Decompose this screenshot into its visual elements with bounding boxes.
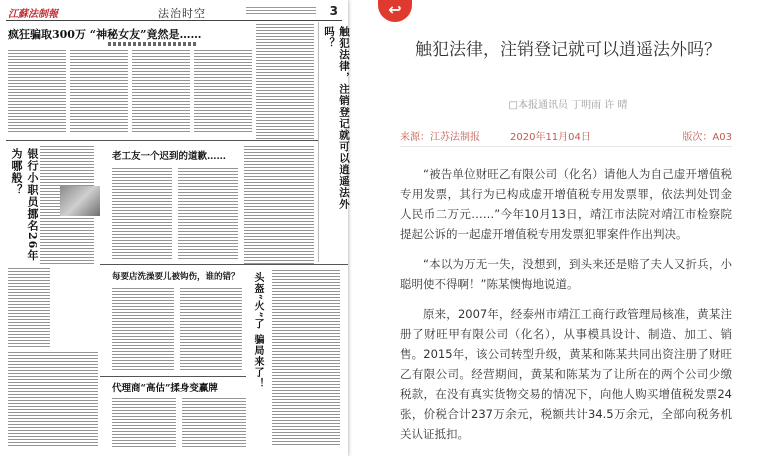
article-photo [60, 186, 100, 216]
text-column [132, 50, 190, 134]
back-arrow-icon: ↩ [388, 0, 402, 19]
page-number: 3 [329, 4, 338, 18]
text-column [8, 352, 98, 448]
text-column [244, 146, 314, 264]
headline-left-vertical[interactable]: 银行小职员挪名26年为哪般？ [10, 148, 39, 262]
text-column [182, 398, 246, 448]
article-byline: □本报通讯员 丁明雨 许 晴 [508, 100, 628, 111]
article-date: 2020年11月04日 [510, 132, 591, 143]
text-column [8, 268, 50, 348]
article-meta [400, 124, 732, 147]
text-column [178, 168, 238, 260]
article-source: 来源：江苏法制报 [400, 132, 480, 143]
section-name: 法治时空 [158, 7, 206, 20]
text-column [112, 398, 176, 448]
newspaper-logo: 江蘇法制報 [8, 9, 58, 20]
article-paragraph: “本以为万无一失，没想到，到头来还是赔了夫人又折兵，小聪明使不得啊！”陈某懊悔地说道。 [400, 257, 732, 291]
headline-bottom-story[interactable]: 每要店洗澡要儿被钩伤，谁的错？ [112, 272, 240, 282]
newspaper-masthead [6, 4, 342, 21]
headline-top-story[interactable]: 疯狂骗取300万 “神秘女友”竟然是…… [8, 28, 202, 41]
headline-right-vertical[interactable]: 头盔“火”了 骗局来了！ [252, 272, 263, 389]
byline-top [108, 42, 198, 46]
text-column [112, 288, 174, 372]
text-column [8, 50, 66, 134]
headline-side-vertical[interactable]: 触犯法律，注销登记就可以逍遥法外吗？ [323, 26, 350, 210]
column-rule [318, 22, 319, 262]
headline-mid-story[interactable]: 老工友一个迟到的道歉…… [112, 151, 227, 162]
article-body [400, 164, 732, 454]
headline-bottom-story-2[interactable]: 代理商“高估”揉身变赢牌 [112, 383, 218, 394]
article-edition: 版次：A03 [682, 132, 732, 143]
text-column [256, 24, 314, 140]
article-paragraph: “被告单位财旺乙有限公司（化名）请他人为自己虚开增值税专用发票，其行为已构成虚开增值税专用发票罪，依法判处罚金人民币二万元……”今年10月13日，靖江市法院对靖江市检察院提起公诉的一起虚开增值税专用发票犯罪案件作出判决。 [400, 167, 732, 241]
section-divider [100, 264, 348, 265]
text-column [272, 270, 340, 446]
text-column [194, 50, 252, 134]
newspaper-page[interactable] [0, 0, 348, 456]
text-column [112, 168, 172, 260]
section-divider [6, 140, 318, 141]
section-divider [100, 376, 246, 377]
article-paragraph: 原来，2007年，经泰州市靖江工商行政管理局核准，黄某注册了财旺甲有限公司（化名），从事模具设计、制造、加工、销售。2015年，该公司转型升级，黄某和陈某共同出资注册了财旺乙有限公司。经营期间，黄某和陈某为了让所在的两个公司少缴税款，在没有真实货物交易的情况下，向他人购买增值税发票24张，价税合计237万余元，税额共计34.5万余元，全部向税务机关认证抵扣。 [400, 307, 732, 441]
article-title: 触犯法律，注销登记就可以逍遥法外吗？ [415, 40, 721, 60]
masthead-meta [246, 7, 316, 15]
text-column [180, 288, 242, 372]
text-column [70, 50, 128, 134]
